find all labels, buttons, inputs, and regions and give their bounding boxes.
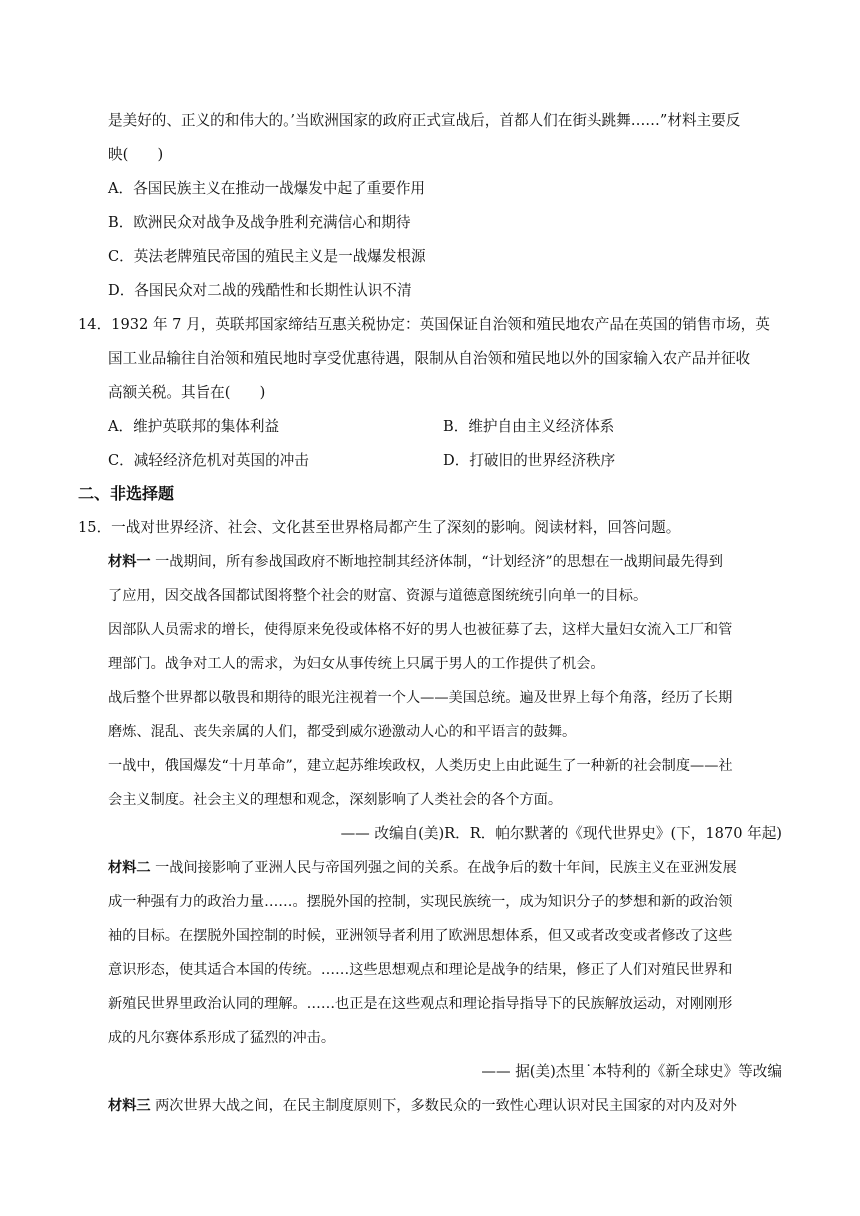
- q13-option-c: C．英法老牌殖民帝国的殖民主义是一战爆发根源: [108, 248, 426, 265]
- material-2-line: 成一种强有力的政治力量……。摆脱外国的控制，实现民族统一，成为知识分子的梦想和新的政治领: [108, 894, 733, 910]
- material-1-source: —— 改编自(美)R．R．帕尔默著的《现代世界史》(下，1870 年起): [340, 825, 782, 842]
- q14-option-d: D．打破旧的世界经济秩序: [443, 452, 616, 469]
- material-1-line: 因部队人员需求的增长，使得原来免役或体格不好的男人也被征募了去，这样大量妇女流入工厂和管: [108, 622, 733, 638]
- material-2-line: [108, 858, 737, 878]
- material-2-source: —— 据(美)杰里˙本特利的《新全球史》等改编: [481, 1063, 782, 1080]
- q14-option-b: B．维护自由主义经济体系: [443, 418, 615, 435]
- material-2-line: 新殖民世界里政治认同的理解。……也正是在这些观点和理论指导指导下的民族解放运动，对刚刚形: [108, 996, 733, 1012]
- material-1-label: 材料一: [108, 554, 151, 570]
- q14-option-a: A．维护英联邦的集体利益: [108, 418, 280, 435]
- material-1-line: 了应用，因交战各国都试图将整个社会的财富、资源与道德意图统统引向单一的目标。: [108, 588, 648, 604]
- material-3-label: 材料三: [108, 1098, 151, 1114]
- material-1-text: 一战期间，所有参战国政府不断地控制其经济体制，“计划经济”的思想在一战期间最先得到: [155, 554, 723, 570]
- material-2-line: 成的凡尔赛体系形成了猛烈的冲击。: [108, 1030, 336, 1046]
- material-3-text: 两次世界大战之间，在民主制度原则下，多数民众的一致性心理认识对民主国家的对内及对外: [155, 1098, 737, 1114]
- material-1-line: 会主义制度。社会主义的理想和观念，深刻影响了人类社会的各个方面。: [108, 792, 563, 808]
- material-3-line: [108, 1096, 737, 1116]
- material-2-text: 一战间接影响了亚洲人民与帝国列强之间的关系。在战争后的数十年间，民族主义在亚洲发展: [155, 860, 737, 876]
- material-1-line: 理部门。战争对工人的需求，为妇女从事传统上只属于男人的工作提供了机会。: [108, 656, 605, 672]
- material-1-line: 磨炼、混乱、丧失亲属的人们，都受到威尔逊激动人心的和平语言的鼓舞。: [108, 724, 577, 740]
- q15-intro: 15．一战对世界经济、社会、文化甚至世界格局都产生了深刻的影响。阅读材料，回答问题。: [78, 519, 681, 536]
- q14-stem-line: 14．1932 年 7 月，英联邦国家缔结互惠关税协定：英国保证自治领和殖民地农产品在英国的销售市场，英: [78, 316, 770, 333]
- q13-option-a: A．各国民族主义在推动一战爆发中起了重要作用: [108, 180, 426, 197]
- q13-stem-line: 映( ): [108, 146, 164, 163]
- material-2-line: 意识形态，使其适合本国的传统。……这些思想观点和理论是战争的结果，修正了人们对殖民世界和: [108, 962, 733, 978]
- q13-stem-line: 是美好的、正义的和伟大的。’当欧洲国家的政府正式宣战后，首都人们在街头跳舞……”材料主要反: [108, 112, 741, 129]
- material-1-line: 一战中，俄国爆发“十月革命”，建立起苏维埃政权，人类历史上由此诞生了一种新的社会制度——社: [108, 758, 733, 774]
- q14-stem-line: 国工业品输往自治领和殖民地时享受优惠待遇，限制从自治领和殖民地以外的国家输入农产品并征收: [108, 350, 751, 367]
- material-1-line: 战后整个世界都以敬畏和期待的眼光注视着一个人——美国总统。遍及世界上每个角落，经历了长期: [108, 690, 733, 706]
- q13-option-d: D．各国民众对二战的残酷性和长期性认识不清: [108, 282, 412, 299]
- section-heading: 二、非选择题: [78, 484, 175, 503]
- material-2-label: 材料二: [108, 860, 151, 876]
- q14-option-c: C．减轻经济危机对英国的冲击: [108, 452, 309, 469]
- q14-stem-line: 高额关税。其旨在( ): [108, 384, 266, 401]
- q13-option-b: B．欧洲民众对战争及战争胜利充满信心和期待: [108, 214, 411, 231]
- material-2-line: 袖的目标。在摆脱外国控制的时候，亚洲领导者利用了欧洲思想体系，但又或者改变或者修改了这些: [108, 928, 733, 944]
- material-1-line: [108, 552, 723, 572]
